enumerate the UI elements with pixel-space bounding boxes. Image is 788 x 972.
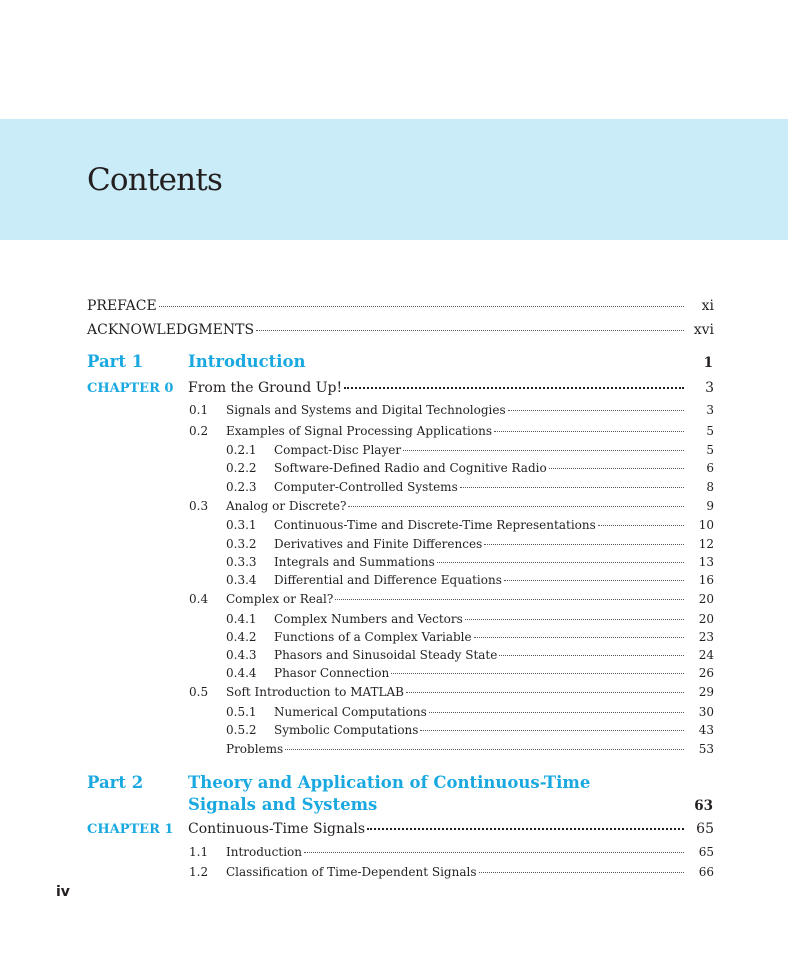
entry-page: 65: [698, 845, 714, 859]
entry-page: xi: [701, 298, 714, 314]
entry-page: 5: [706, 424, 714, 438]
entry-title: Complex Numbers and Vectors: [274, 612, 463, 626]
entry-number: 0.3.2: [226, 537, 257, 551]
leader-dots: [429, 712, 684, 713]
entry-page: 26: [698, 666, 714, 680]
page-title: Contents: [87, 162, 223, 198]
toc-entry[interactable]: [189, 685, 714, 699]
entry-title: Introduction: [226, 845, 302, 859]
entry-page: xvi: [693, 322, 714, 338]
toc-entry[interactable]: [226, 461, 714, 475]
entry-title: Classification of Time-Dependent Signals: [226, 865, 477, 879]
toc-entry[interactable]: [226, 573, 714, 587]
entry-page: 8: [706, 480, 714, 494]
leader-dots: [367, 828, 684, 830]
toc-entry-preface[interactable]: [87, 298, 714, 314]
entry-number: 0.4.2: [226, 630, 257, 644]
leader-dots: [420, 730, 684, 731]
page-number: iv: [56, 884, 70, 900]
part-title[interactable]: [188, 772, 590, 816]
toc-entry[interactable]: [189, 865, 714, 879]
entry-page: 65: [696, 821, 714, 837]
leader-dots: [549, 468, 684, 469]
toc-entry[interactable]: [189, 424, 714, 438]
entry-page: 20: [698, 592, 714, 606]
entry-page: 3: [705, 380, 714, 396]
leader-dots: [484, 544, 684, 545]
entry-title: Continuous-Time and Discrete-Time Representations: [274, 518, 596, 532]
entry-title: Problems: [226, 742, 284, 756]
leader-dots: [499, 655, 684, 656]
entry-title: Symbolic Computations: [274, 723, 419, 737]
chapter-label: CHAPTER 0: [87, 381, 174, 396]
entry-number: 0.5.1: [226, 705, 257, 719]
toc-entry[interactable]: [226, 630, 714, 644]
entry-page: 24: [698, 648, 714, 662]
leader-dots: [504, 580, 684, 581]
leader-dots: [474, 637, 684, 638]
leader-dots: [285, 749, 684, 750]
entry-number: 1.2: [189, 865, 209, 879]
entry-title: Soft Introduction to MATLAB: [226, 685, 404, 699]
toc-entry[interactable]: [189, 845, 714, 859]
toc-entry[interactable]: [189, 403, 714, 417]
entry-title: Computer-Controlled Systems: [274, 480, 458, 494]
toc-entry[interactable]: [226, 555, 714, 569]
entry-number: 0.1: [189, 403, 209, 417]
leader-dots: [159, 306, 684, 307]
entry-number: 0.4.1: [226, 612, 257, 626]
entry-page: 30: [698, 705, 714, 719]
entry-title: Complex or Real?: [226, 592, 334, 606]
leader-dots: [508, 410, 684, 411]
chapter-label: CHAPTER 1: [87, 822, 174, 837]
leader-dots: [460, 487, 684, 488]
entry-number: 0.2.1: [226, 443, 257, 457]
part-label: Part 1: [87, 352, 144, 371]
entry-title: Signals and Systems and Digital Technologies: [226, 403, 506, 417]
entry-page: 43: [698, 723, 714, 737]
entry-number: 1.1: [189, 845, 209, 859]
part-title[interactable]: Introduction: [188, 352, 306, 371]
entry-title: Continuous-Time Signals: [188, 821, 366, 837]
entry-page: 13: [698, 555, 714, 569]
entry-number: 0.2: [189, 424, 209, 438]
entry-title: Numerical Computations: [274, 705, 427, 719]
entry-number: 0.5.2: [226, 723, 257, 737]
entry-title: Phasor Connection: [274, 666, 390, 680]
entry-title: Software-Defined Radio and Cognitive Radio: [274, 461, 547, 475]
entry-page: 10: [698, 518, 714, 532]
entry-number: 0.5: [189, 685, 209, 699]
entry-page: 3: [706, 403, 714, 417]
entry-page: 6: [706, 461, 714, 475]
leader-dots: [344, 387, 684, 389]
toc-entry[interactable]: [226, 648, 714, 662]
entry-page: 5: [706, 443, 714, 457]
entry-page: 16: [698, 573, 714, 587]
toc-entry-chapter[interactable]: [188, 821, 714, 837]
toc-entry[interactable]: [226, 612, 714, 626]
toc-entry[interactable]: [226, 537, 714, 551]
toc-entry[interactable]: [226, 742, 714, 756]
entry-title: Examples of Signal Processing Applications: [226, 424, 492, 438]
toc-entry[interactable]: [226, 443, 714, 457]
leader-dots: [256, 330, 684, 331]
leader-dots: [494, 431, 684, 432]
toc-entry-acknowledgments[interactable]: [87, 322, 714, 338]
entry-page: 23: [698, 630, 714, 644]
entry-page: 66: [698, 865, 714, 879]
leader-dots: [406, 692, 684, 693]
leader-dots: [437, 562, 684, 563]
entry-title: Differential and Difference Equations: [274, 573, 502, 587]
entry-title: Analog or Discrete?: [226, 499, 347, 513]
toc-entry[interactable]: [226, 480, 714, 494]
toc-entry-chapter[interactable]: [188, 380, 714, 396]
entry-title: Phasors and Sinusoidal Steady State: [274, 648, 498, 662]
entry-title: Derivatives and Finite Differences: [274, 537, 483, 551]
entry-number: 0.2.3: [226, 480, 257, 494]
part-label: Part 2: [87, 773, 144, 792]
toc-entry[interactable]: [226, 666, 714, 680]
entry-number: 0.3.1: [226, 518, 257, 532]
leader-dots: [335, 599, 684, 600]
part-page: 1: [703, 355, 713, 371]
entry-number: 0.4.3: [226, 648, 257, 662]
entry-title: PREFACE: [87, 298, 157, 314]
leader-dots: [403, 450, 684, 451]
toc-entry[interactable]: [189, 592, 714, 606]
leader-dots: [348, 506, 684, 507]
part-page: 63: [694, 798, 713, 814]
toc-entry[interactable]: [226, 518, 714, 532]
entry-title: ACKNOWLEDGMENTS: [87, 322, 255, 338]
entry-page: 20: [698, 612, 714, 626]
leader-dots: [304, 852, 684, 853]
entry-page: 9: [706, 499, 714, 513]
entry-number: 0.2.2: [226, 461, 257, 475]
toc-entry[interactable]: [226, 723, 714, 737]
entry-title: Compact-Disc Player: [274, 443, 402, 457]
entry-number: 0.3.4: [226, 573, 257, 587]
entry-number: 0.4.4: [226, 666, 257, 680]
leader-dots: [598, 525, 684, 526]
toc-entry[interactable]: [189, 499, 714, 513]
entry-number: 0.4: [189, 592, 209, 606]
entry-page: 29: [698, 685, 714, 699]
entry-title: Functions of a Complex Variable: [274, 630, 472, 644]
entry-page: 12: [698, 537, 714, 551]
entry-number: 0.3: [189, 499, 209, 513]
toc-entry[interactable]: [226, 705, 714, 719]
entry-title: From the Ground Up!: [188, 380, 343, 396]
entry-page: 53: [698, 742, 714, 756]
leader-dots: [465, 619, 684, 620]
leader-dots: [391, 673, 684, 674]
part-title-line: Signals and Systems: [188, 795, 378, 814]
part-title-line: Theory and Application of Continuous-Time: [188, 773, 591, 792]
entry-title: Integrals and Summations: [274, 555, 435, 569]
entry-number: 0.3.3: [226, 555, 257, 569]
leader-dots: [479, 872, 685, 873]
